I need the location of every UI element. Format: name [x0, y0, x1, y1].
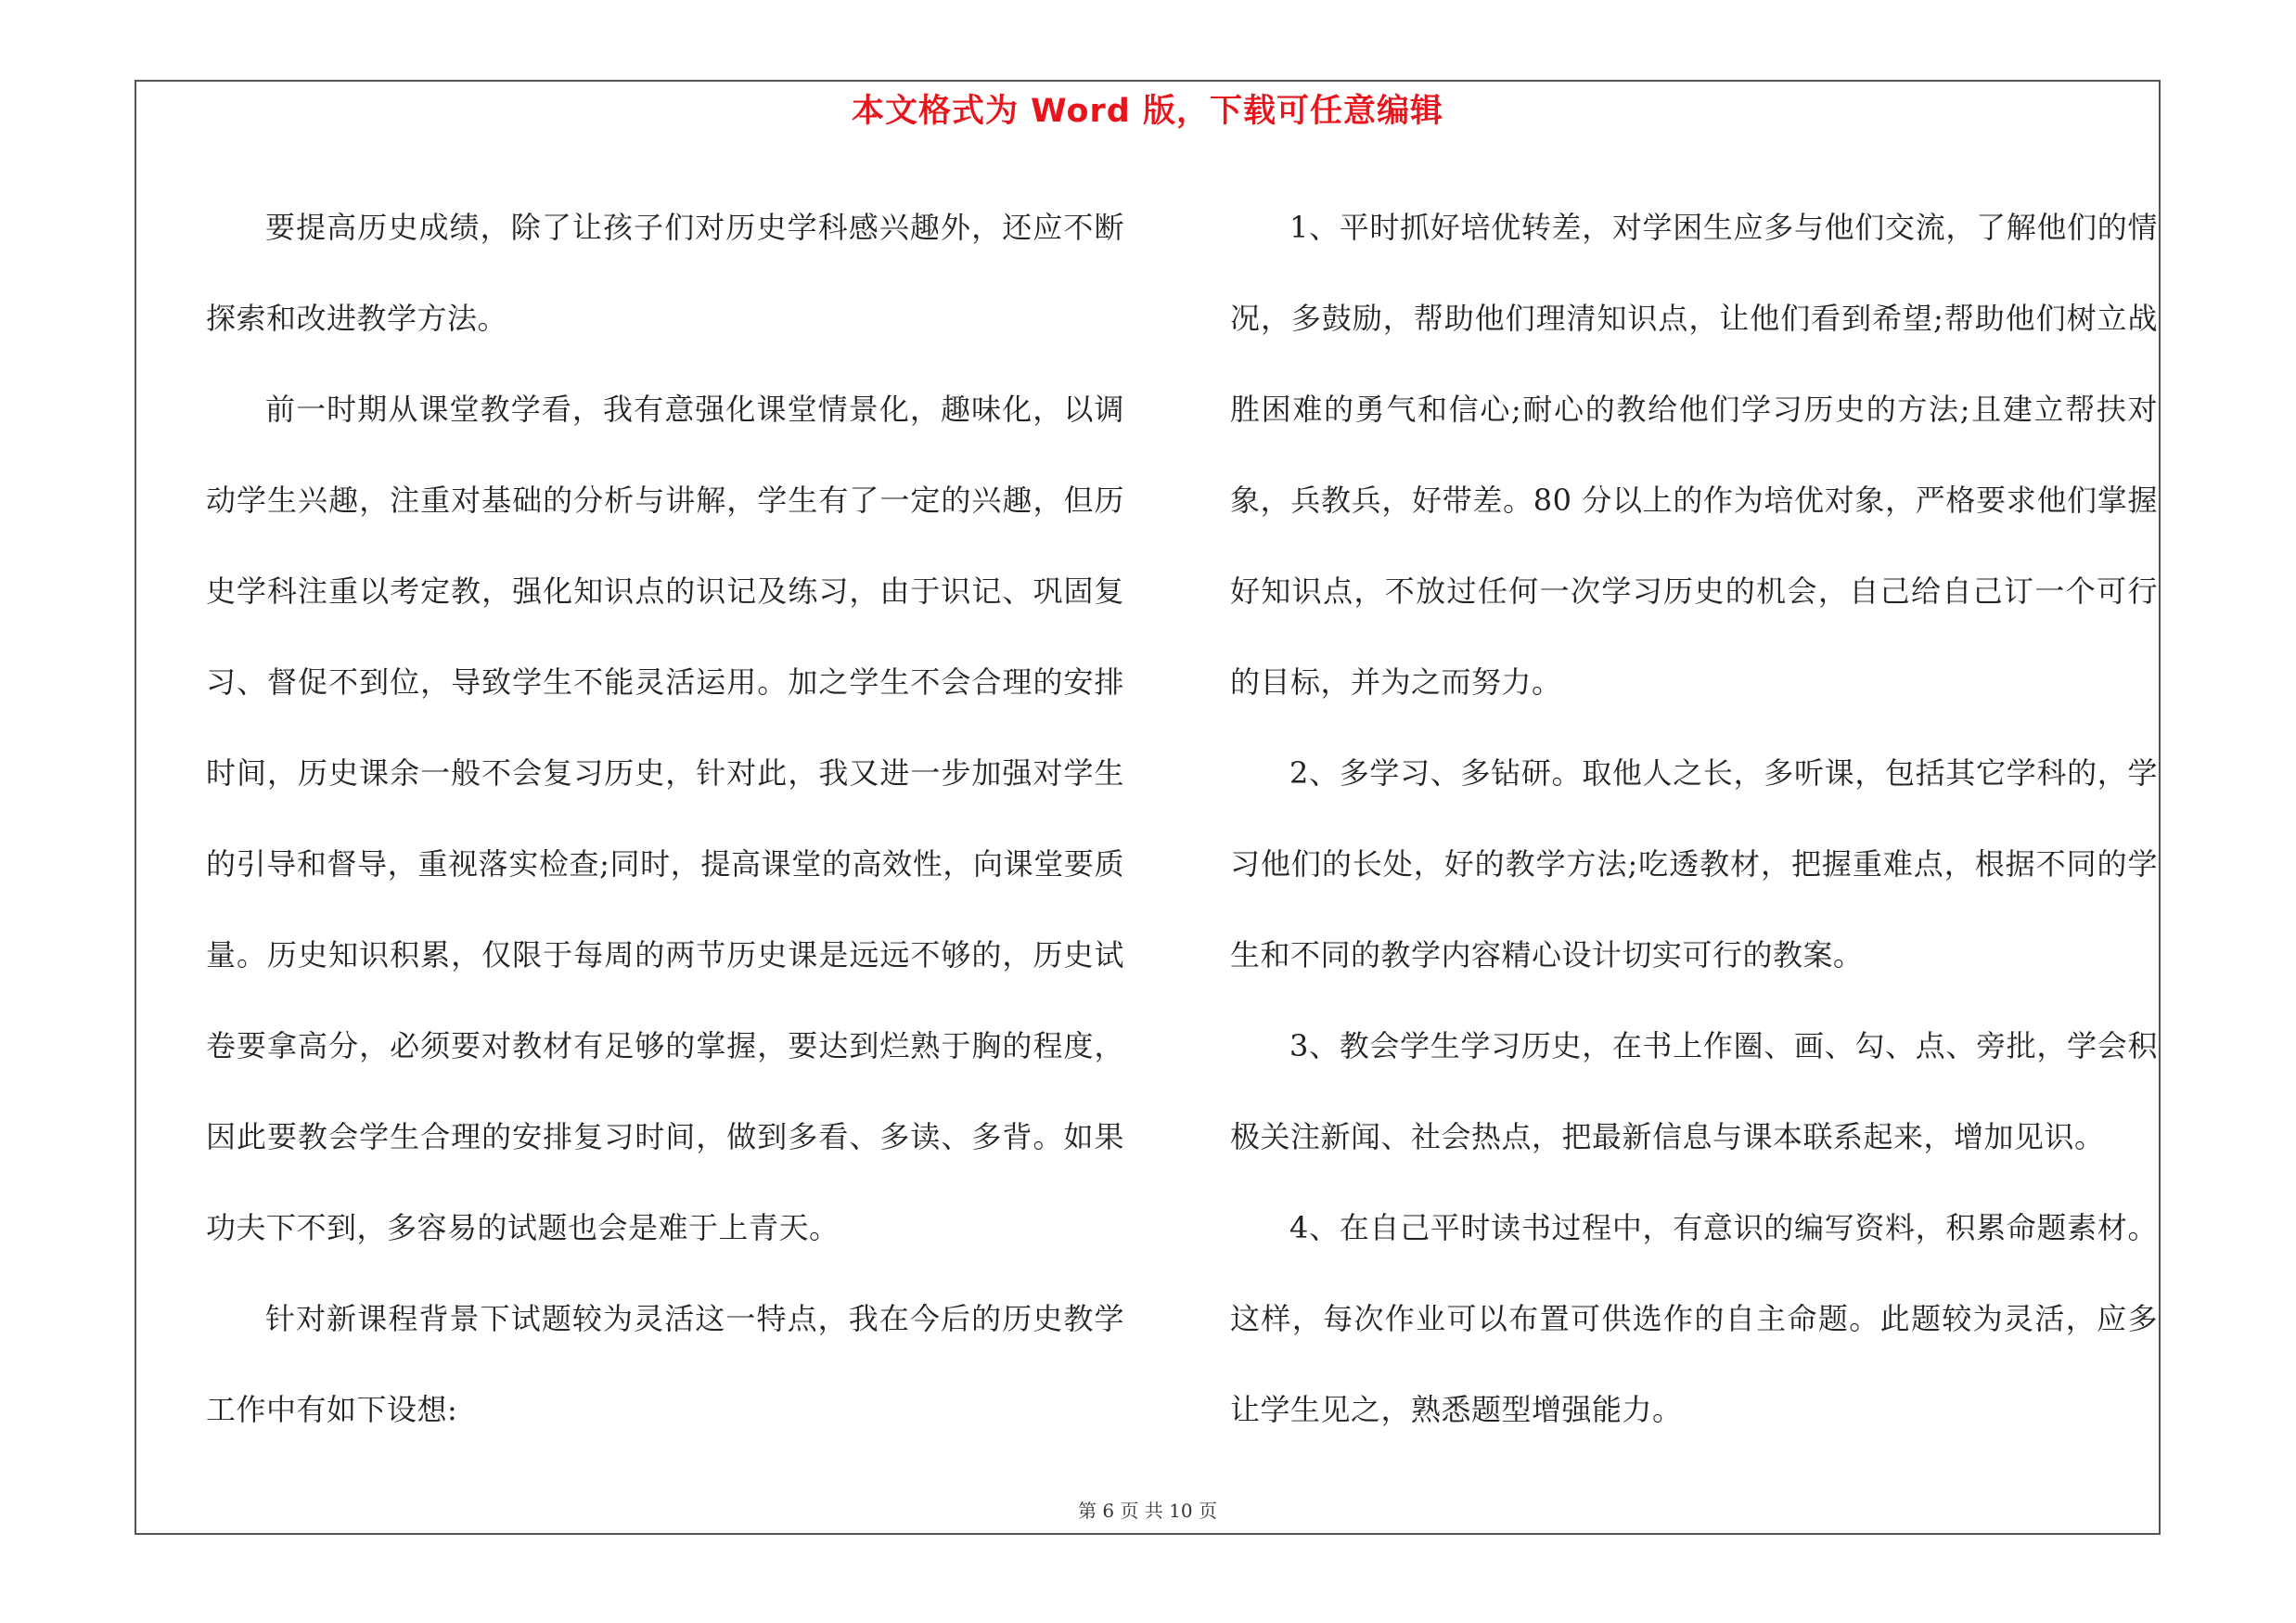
right-column [1230, 182, 2158, 1455]
right-paragraph-1: 1、平时抓好培优转差，对学困生应多与他们交流，了解他们的情况，多鼓励，帮助他们理清知识点，让他们看到希望;帮助他们树立战胜困难的勇气和信心;耐心的教给他们学习历史的方法;且建立帮扶对象，兵教兵，好带差。80 分以上的作为培优对象，严格要求他们掌握好知识点，不放过任何一次学习历史的机会，自己给自己订一个可行的目标，并为之而努力。 [1230, 210, 2158, 700]
left-column [206, 182, 1124, 1455]
left-paragraph-1: 要提高历史成绩，除了让孩子们对历史学科感兴趣外，还应不断探索和改进教学方法。 [206, 210, 1124, 336]
left-paragraph-3: 针对新课程背景下试题较为灵活这一特点，我在今后的历史教学工作中有如下设想: [206, 1301, 1124, 1427]
right-paragraph-4: 4、在自己平时读书过程中，有意识的编写资料，积累命题素材。这样，每次作业可以布置可供选作的自主命题。此题较为灵活，应多让学生见之，熟悉题型增强能力。 [1230, 1210, 2158, 1427]
right-paragraph-2: 2、多学习、多钻研。取他人之长，多听课，包括其它学科的，学习他们的长处，好的教学方法;吃透教材，把握重难点，根据不同的学生和不同的教学内容精心设计切实可行的教案。 [1230, 755, 2158, 973]
page-number-footer: 第 6 页 共 10 页 [1078, 1500, 1217, 1522]
word-format-banner: 本文格式为 Word 版，下载可任意编辑 [851, 93, 1444, 130]
right-paragraph-3: 3、教会学生学习历史，在书上作圈、画、勾、点、旁批，学会积极关注新闻、社会热点，把最新信息与课本联系起来，增加见识。 [1230, 1028, 2158, 1154]
left-paragraph-2: 前一时期从课堂教学看，我有意强化课堂情景化，趣味化，以调动学生兴趣，注重对基础的分析与讲解，学生有了一定的兴趣，但历史学科注重以考定教，强化知识点的识记及练习，由于识记、巩固复习、督促不到位，导致学生不能灵活运用。加之学生不会合理的安排时间，历史课余一般不会复习历史，针对此，我又进一步加强对学生的引导和督导，重视落实检查;同时，提高课堂的高效性，向课堂要质量。历史知识积累，仅限于每周的两节历史课是远远不够的，历史试卷要拿高分，必须要对教材有足够的掌握，要达到烂熟于胸的程度，因此要教会学生合理的安排复习时间，做到多看、多读、多背。如果功夫下不到，多容易的试题也会是难于上青天。 [206, 392, 1124, 1245]
